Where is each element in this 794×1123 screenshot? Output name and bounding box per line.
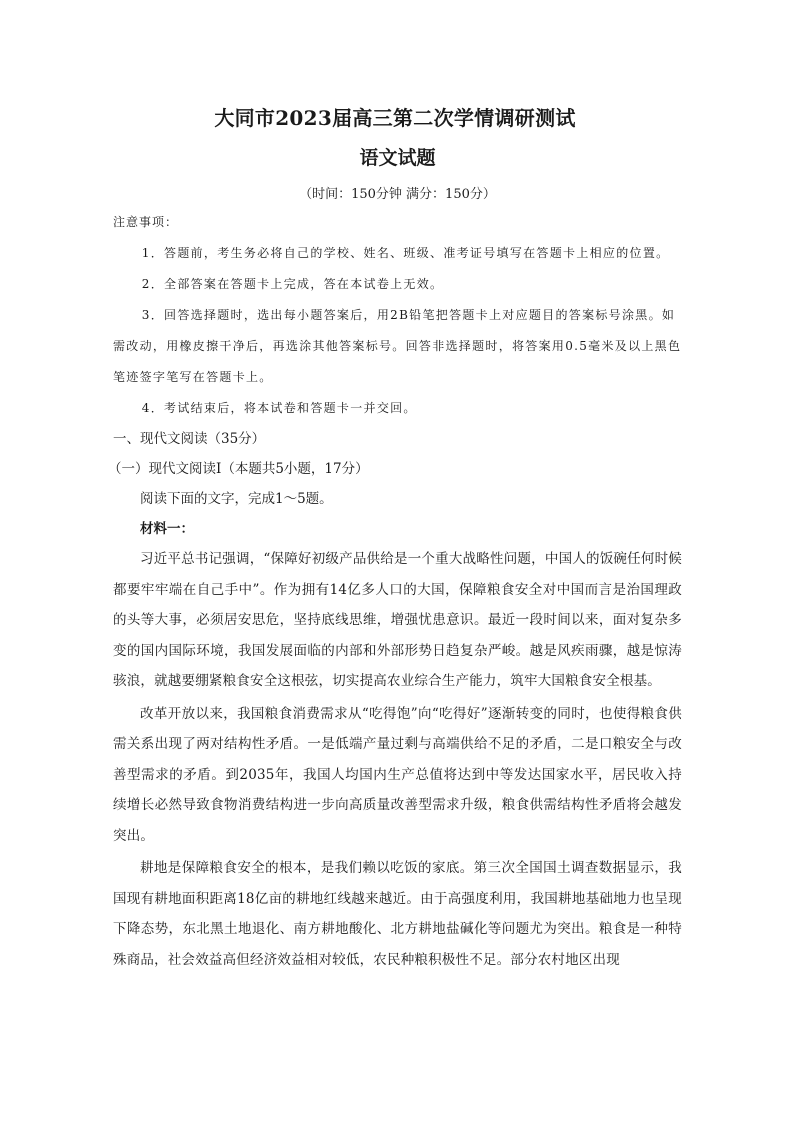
section-heading: 一、现代文阅读（35分）	[113, 431, 266, 447]
notice-item: 2．全部答案在答题卡上完成，答在本试卷上无效。	[141, 277, 444, 291]
body-paragraph: 耕地是保障粮食安全的根本，是我们赖以吃饭的家底。第三次全国国土调查数据显示，我国现有耕地面积距离18亿亩的耕地红线越来越近。由于高强度利用，我国耕地基础地力也呈现下降态势，东北黑土地退化、南方耕地酸化、北方耕地盐碱化等问题尤为突出。粮食是一种特殊商品，社会效益高但经济效益相对较低，农民种粮积极性不足。部分农村地区出现	[113, 860, 682, 968]
page-subtitle: 语文试题	[359, 147, 436, 169]
page-title: 大同市2023届高三第二次学情调研测试	[214, 106, 576, 130]
subsection-heading: （一）现代文阅读Ⅰ（本题共5小题，17分）	[108, 461, 369, 477]
body-paragraph: 习近平总书记强调，“保障好初级产品供给是一个重大战略性问题，中国人的饭碗任何时候都要牢牢端在自己手中”。作为拥有14亿多人口的大国，保障粮食安全对中国而言是治国理政的头等大事，必须居安思危，坚持底线思维，增强忧患意识。最近一段时间以来，面对复杂多变的国内国际环境，我国发展面临的内部和外部形势日趋复杂严峻。越是风疾雨骤，越是惊涛骇浪，就越要绷紧粮食安全这根弦，切实提高农业综合生产能力，筑牢大国粮食安全根基。	[113, 551, 682, 689]
exam-meta: （时间：150分钟 满分：150分）	[299, 187, 496, 202]
body-paragraph: 改革开放以来，我国粮食消费需求从“吃得饱”向“吃得好”逐渐转变的同时，也使得粮食供需关系出现了两对结构性矛盾。一是低端产量过剩与高端供给不足的矛盾，二是口粮安全与改善型需求的矛盾。到2035年，我国人均国内生产总值将达到中等发达国家水平，居民收入持续增长必然导致食物消费结构进一步向高质量改善型需求升级，粮食供需结构性矛盾将会越发突出。	[113, 705, 682, 844]
reading-instruction: 阅读下面的文字，完成1～5题。	[140, 491, 333, 507]
notice-item: 3．回答选择题时，选出每小题答案后，用2B铅笔把答题卡上对应题目的答案标号涂黑。如需改动，用橡皮擦干净后，再选涂其他答案标号。回答非选择题时，将答案用0.5毫米及以上黑色笔迹签字笔写在答题卡上。	[113, 308, 682, 384]
notice-item: 1．答题前，考生务必将自己的学校、姓名、班级、准考证号填写在答题卡上相应的位置。	[141, 246, 670, 260]
material-label: 材料一：	[140, 521, 194, 537]
notice-title: 注意事项：	[113, 215, 179, 229]
notice-item: 4．考试结束后，将本试卷和答题卡一并交回。	[141, 401, 417, 415]
